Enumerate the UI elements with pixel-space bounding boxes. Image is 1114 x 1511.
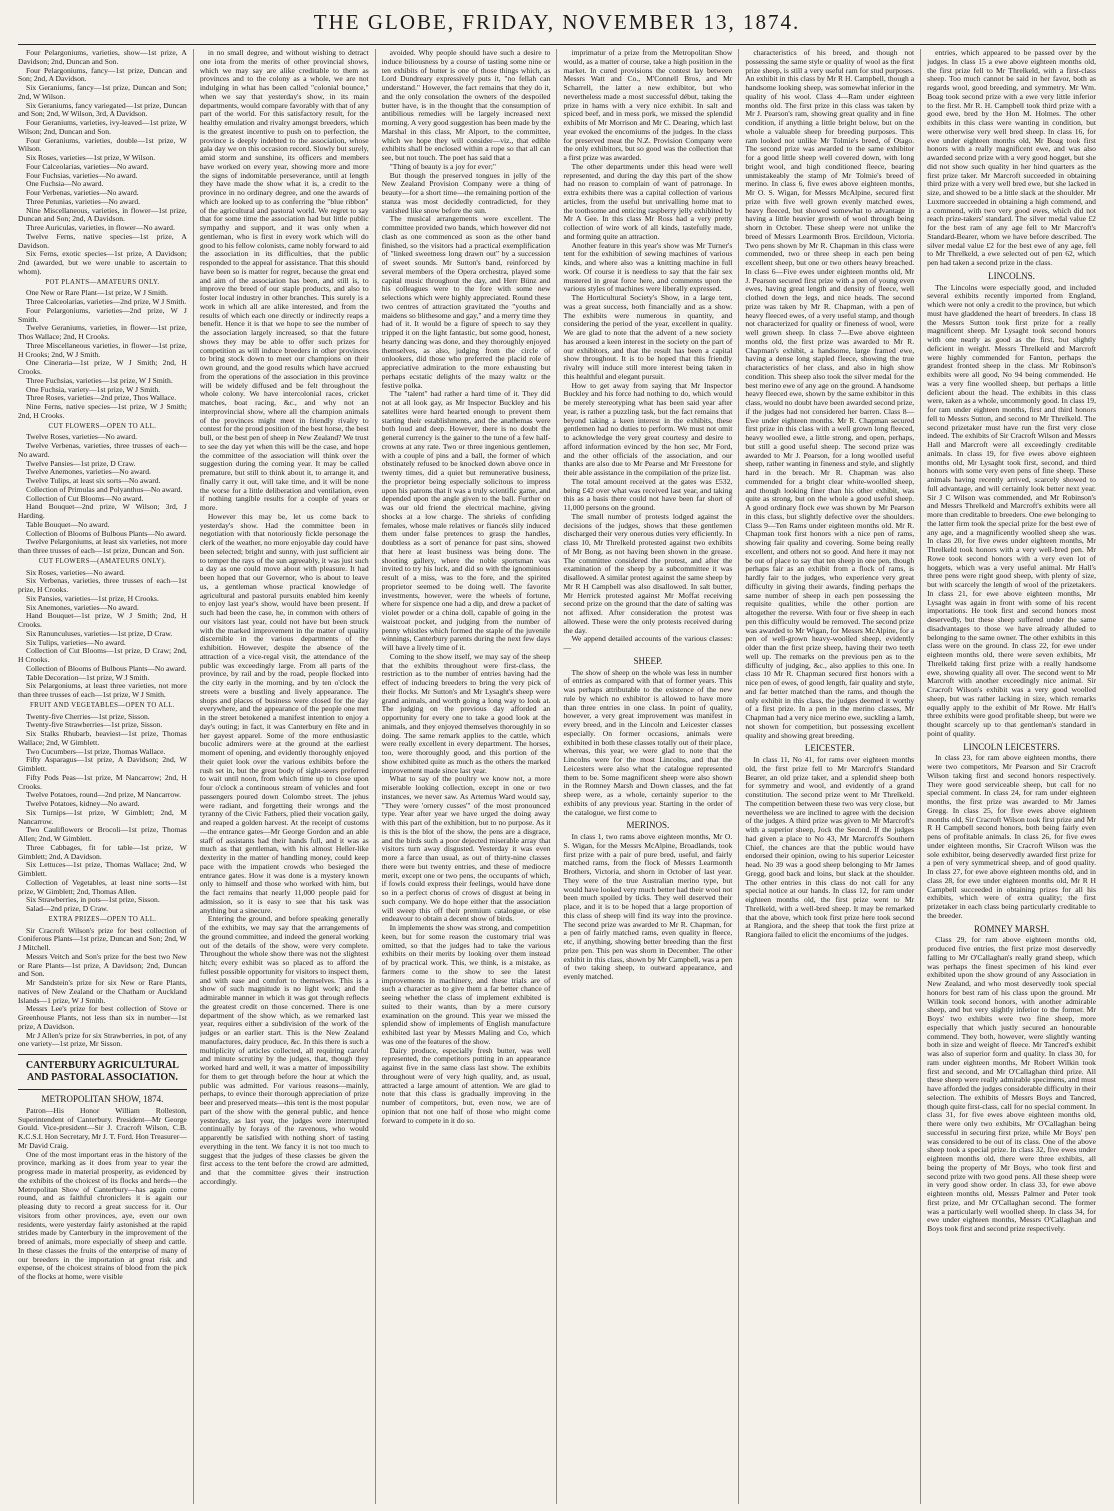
paragraph: Four Pelargoniums, varieties, show—1st prize, A Davidson; 2nd, Duncan and Son. xyxy=(18,49,187,66)
paragraph: Twelve Pansies—1st prize, D Craw. xyxy=(26,458,136,468)
paragraph: Fifty Asparagus—1st prize, A Davidson; 2nd, W Gimblett. xyxy=(18,755,187,773)
section-heading: SHEEP. xyxy=(633,655,663,666)
paragraph: Nine Ferns, native species—1st prize, W J Smith; 2nd, H Crooks. xyxy=(18,402,187,420)
paragraph: Six Anemones, varieties—No award. xyxy=(26,602,139,612)
paragraph: Patron—His Honor William Rolleston, Superintendent of Canterbury. President—Mr George Gould. Vice-president—Sir J. Cracroft Wilson, C.B. K.C.S.I. Hon Secretary, Mr J. T. Ford. Hon Treasurer—Mr David Craig. xyxy=(18,1105,187,1150)
paragraph: entries, which appeared to be passed over by the judges. In class 15 a ewe above eighteen months old, the first prize fell to Mr Threlkeld, with a first-class sheep. Too much cannot be said in her favor, both as regards wool, good breeding, and symmetry. Mr Wm. Boag took second prize with a ewe very little inferior to the first. Mr R. H. Campbell took third prize with a good ewe, bred by the Hon M. Holmes. The other exhibits in this class were wanting in condition, but were otherwise very well bred sheep. In class 16, for ewe under eighteen months old, Mr Boag took first honors with a really magnificent ewe, and was also awarded second prize with a very good hogget, but she did not show such quality in her hind quarters as the first prize taker. Mr Marcroft succeeded in obtaining third prize with a very well bred ewe, but she lacked in size, and showed to be a little slack at the shoulder. Mr Luxmore succeeded in obtaining a high commend, and a commend, with two very good ewes, which did not reach prize-takers' standard. The silver medal value £2 for the best ram of any age fell to Mr Marcroft's Standard-Bearer, whom we have before described. The silver medal value £2 for the best ewe of any age, fell to Mr Threlkeld, a ewe selected out of pen 62, which pen had taken a second prize in the class. xyxy=(927,49,1096,267)
paragraph: Six Geraniums, fancy—1st prize, Duncan and Son; 2nd, W Wilson. xyxy=(18,83,187,101)
paragraph: Six Tulips, varieties—No award. xyxy=(26,637,126,647)
paragraph: in no small degree, and without wishing to detract one iota from the merits of other provincial shows, which we may say are alike creditable to them as provinces and to the colony as a whole, we are not indulging in what has been called "colonial bounce," when we say that yesterday's show, in its main departments, would compare favorably with that of any part of the world. For this satisfactory result, for the healthy emulation and rivalry amongst breeders, which is the greatest incentive to push on to perfection, the province is deeply indebted to the association, whose gala day we on this occasion record. Slowly but surely, amid storm and sunshine, its officers and members have worked on every year, showing more and more the signs of indomitable perseverance, until at length they have made the show what it is, a credit to the province in no ordinary degree, and one the awards of which are looked up to as conferring the "blue ribbon" of the agricultural and pastoral world. We regret to say that for some time the association had but little public sympathy and support, and it was only when a gentleman, who is first in every work which will do good to his fellow colonists, came nobly forward to aid the association in its difficulties, that the public responded to the appeal for assistance. That this should have been so is matter for regret, because the great end and aim of the association has been, and still is, to improve the breed of our staple products, and also to foster local industry in other branches. This surely is a work in which all are alike interested, and from the results of which each one directly or indirectly reaps a benefit. Hence it is that we hope to see the number of the association largely increased, so that the future shows they may be able to offer such prizes for competition as will induce breeders in other provinces to bring stock down to meet our champions on their own ground, and the good results which have accrued from the operations of the association in this province will be widely diffused and be felt throughout the whole colony. We have intercolonial races, cricket matches, boat racing, &c., and why not an interprovincial show, where all the champion animals of the provinces might meet in friendly rivalry to contest for the proud position of the best horse, the best bull, or the best pen of sheep in New Zealand? We trust to see the day yet when this will be the case, and hope the committee of the association will think over the suggestion during the coming year. It may be called premature, but still to think about it, to arrange it, and finally carry it out, will take time, and it will be none the worse for a little deliberation and ventilation, even if nothing tangible results for a couple of years or more. xyxy=(199,49,369,512)
section-heading: POT PLANTS—AMATEURS ONLY. xyxy=(45,278,160,286)
article-headline: CANTERBURY AGRICULTURAL AND PASTORAL ASSOCIATION. xyxy=(25,1060,179,1083)
paragraph: The musical arrangements were excellent. The committee provided two bands, which however did not clash as one commenced as soon as the other band finished, so the visitors had a practical exemplification of "linked sweetness long drawn out" by a succession of sweet sounds. Mr Sutton's band, reinforced by several members of the Opera orchestra, played some capital music throughout the day, and Herr Bünz and his colleagues were to the fore with some new selections which were highly appreciated. Round these two centres of attraction gravitated the "youths and maidens so blithesome and gay," and a merry time they had of it. It would be a figure of speech to say they tripped it on the light fantastic, but some good, honest, hearty dancing was done, and they thoroughly enjoyed themselves, as also, judging from the circle of onlookers, did those who preferred the placid role of appreciative admiration to the more exhausting but perhaps ecstatic delights of the mazy waltz or the festive polka. xyxy=(381,214,551,390)
paragraph: Six Pansies, varieties—1st prize, H Crooks. xyxy=(26,593,159,603)
paragraph: Dairy produce, especially fresh butter, was well represented, the competitors putting in an appearance against five in the same class last show. The exhibits throughout were of very high quality, and, as usual, attracted a large amount of attention. We are glad to note that this class is gradually improving in the number of competitors, but, even now, we are of opinion that not one half of those who might come forward to compete in it do so. xyxy=(381,1045,551,1125)
paragraph: The total amount received at the gates was £532, being £42 over what was received last year, and taking this as a basis there could not have been far short of 11,000 persons on the ground. xyxy=(563,476,733,512)
paragraph: Twenty-five Cherries—1st prize, Sisson. xyxy=(26,711,150,721)
section-heading: LINCOLNS. xyxy=(988,270,1035,281)
section-heading: FRUIT AND VEGETABLES—OPEN TO ALL. xyxy=(29,701,175,709)
column-6 xyxy=(927,49,1096,1504)
paragraph: Twenty-five Strawberries—1st prize, Sisson. xyxy=(26,720,163,730)
paragraph: Class 29, for ram above eighteen months old, produced five entries, the first prize most deservedly falling to Mr O'Callaghan's really grand sheep, which was perhaps the finest specimen of his kind ever exhibited upon the show ground of any Association in New Zealand, and who most deservedly took special honors for best ram of his class upon the ground. Mr Wilkin took second honors, with another admirable sheep, and but very slightly inferior to the former. Mr Boys' two exhibits were two fine sheep, more especially that which justly secured an honourable commend. They both, however, were slightly wanting both in size and weight of fleece. Mr Tancred's exhibit was also of superior form and quality. In class 30, for ram under eighteen months, Mr Robert Wilkin took first and second, and Mr O'Callaghan third prize. All these sheep were really admirable specimens, and must have afforded the judges considerable difficulty in their selection. The exhibits of Messrs Boys and Tancred, though quite first-class, call for no special comment. In class 31, for five ewes above eighteen months old, there were only two exhibits, Mr O'Callaghan being successful in securing first prize, while Mr Boys' pen was considered to be out of its class. One of the above sheep took a special prize. In class 32, five ewes under eighteen months old, there were three exhibits, all being the property of Mr Boys, who took first and second prize with two good pens. All these sheep were in very good show order. In class 33, for ewe above eighteen months old, Messrs Palmer and Peter took first prize, and Mr O'Callaghan second. The former was a particularly well woolled sheep. In class 34, for ewe under eighteen months, Messrs O'Callaghan and Boys took first and second prize respectively. xyxy=(927,935,1096,1233)
column-1 xyxy=(18,49,194,1504)
paragraph: Twelve Tulips, at least six sorts—No award. xyxy=(26,476,161,485)
paragraph: But though the preserved tongues in jelly of the New Zealand Provision Company were a thing of beauty—for a short time—the remaining portion of the stanza was most decidedly contradicted, for they vanished like snow before the sun. xyxy=(381,170,551,215)
section-heading: LEICESTER. xyxy=(804,743,855,754)
column-5 xyxy=(745,49,921,1504)
paragraph: Six Ferns, exotic species—1st prize, A Davidson; 2nd (awarded, but we were unable to ascertain to whom). xyxy=(18,249,187,276)
paragraph: Hand Bouquet—1st prize, W J Smith; 2nd, H Crooks. xyxy=(18,611,187,629)
paragraph: Six Pelargoniums, at least three varieties, not more than three trusses of each—1st prize, W J Smith. xyxy=(18,681,187,699)
paragraph: imprimatur of a prize from the Metropolitan Show would, as a matter of course, take a high position in the market. In cured provisions the contest lay between Messrs Watt and Co., M'Connell Bros, and Mr Scharrell, the latter a new exhibitor, but who nevertheless made a most successful début, taking the prize in hams with a very nice exhibit. In salt and spiced beef, and in mess pork, we missed the splendid exhibits of Mr Morrison and Mr C. Dearing, which last year evoked the encomiums of the judges. In the class for preserved meat the N.Z. Provision Company were the only exhibitors, but so good was the collection that a first prize was awarded. xyxy=(563,49,733,162)
paragraph: Another feature in this year's show was Mr Turner's tent for the exhibition of sewing machines of various kinds, and where also was a knitting machine in full work. Of course it is needless to say that the fair sex mustered in great force here, and comments upon the various styles of machines were liberally expressed. xyxy=(563,240,733,294)
paragraph: Four Verbenas, varieties—No award. xyxy=(26,188,139,197)
paragraph: Hand Bouquet—2nd prize, W Wilson; 3rd, J Harding. xyxy=(18,502,187,520)
paragraph: Four Pelargoniums, fancy—1st prize, Duncan and Son; 2nd, A Davidson. xyxy=(18,65,187,84)
paragraph: The other departments under this head were well represented, and during the day this part of the show had no reason to complain of want of patronage. In extra exhibits there was a capital collection of various articles, from the useful but unrivalling home mat to the toothsome and enticing raspberry jelly exhibited by Mr A Gee. In this class Mr Ross had a very pretty collection of wire work of all kinds, tastefully made, and forming quite an attraction. xyxy=(563,161,733,241)
paragraph: Twelve Pelargoniums, at least six varieties, not more than three trusses of each—1st prize, Duncan and Son. xyxy=(18,537,187,555)
paragraph: Four Pelargoniums, varieties—2nd prize, W J Smith. xyxy=(18,305,187,324)
paragraph: Six Roses, varieties—No award. xyxy=(26,567,125,577)
paragraph: Twelve Potatoes, round—2nd prize, M Nancarrow. xyxy=(26,790,182,800)
section-heading: CUT FLOWERS—(AMATEURS ONLY). xyxy=(38,557,167,565)
paragraph: Fifty Pods Peas—1st prize, M Nancarrow; 2nd, H Crooks. xyxy=(18,772,187,791)
paragraph: How to get away from saying that Mr Inspector Buckley and his force had nothing to do, which would be merely stereotyping what has been said year after year, is rather a puzzling task, but the fact remains that beyond taking a keen interest in the exhibits, these gentlemen had no duties to perform. We must not omit to acknowledge the very great courtesy and desire to afford information evinced by the hon sec, Mr Ford, and the other officials of the association, and our thanks are also due to Mr Pearse and Mr Freestone for their able assistance in the compilation of the prize list. xyxy=(563,380,733,477)
paragraph: Twelve Potatoes, kidney—No award. xyxy=(26,799,140,808)
paragraph: Table Bouquet—No award. xyxy=(26,519,110,529)
paragraph: Twelve Anemones, varieties—No award. xyxy=(26,467,151,477)
paragraph: Six Verbenas, varieties, three trusses of each—1st prize, H Crooks. xyxy=(18,576,187,594)
paragraph: Four Geraniums, varieties, double—1st prize, W Wilson. xyxy=(18,135,187,154)
paragraph: The "talent" had rather a hard time of it. They did not at all look gay, as Mr Inspector Buckley and his satellites were hard hearted enough to prevent them starting their establishments, and the anathemas were both loud and deep. However, there is no doubt the general currency is the gainer to the tune of a few half-crowns at any rate. Two or three ingenious gentlemen, with a couple of pins and a ball, the former of which obstinately refused to be knocked down above once in twenty times, did a quiet but remunerative business, the proprietor being especially solicitous to impress upon his patrons that it was a truly scientific game, and depended upon the angle given to the ball. Further on was our old friend the electrical machine, giving shocks at a low charge. The shrieks of confiding females, whose male relatives or fiancés slily induced them under false pretences to grasp the handles, doubtless as a sort of penance for past sins, showed that here at least business was being done. The shooting gallery, where the noble sportsman was invited to try his luck, and did so with the ignominious result of a miss, was to the fore, and the spirited proprietor seemed to be doing well. The favorite investments, however, were the wheels of fortune, where for sixpence one had a dip, and drew a packet of violet powder or a china doll, capable of going in the waistcoat pocket, and judging from the number of penny whistles which formed the staple of the juvenile winnings, Canterbury parents during the next few days will have a lively time of it. xyxy=(381,389,551,652)
paragraph: One Fuchsia, variety—1st prize, W J Smith. xyxy=(26,384,161,394)
paragraph: Collection of Cut Blooms—1st prize, D Craw; 2nd, H Crooks. xyxy=(18,646,187,664)
paragraph: Twelve Geraniums, varieties, in flower—1st prize, Thos Wallace; 2nd, H Crooks. xyxy=(18,323,187,341)
paragraph: Collection of Cut Blooms—No award. xyxy=(26,493,144,503)
section-heading: MERINOS. xyxy=(626,820,670,831)
paragraph: Four Geraniums, varieties, ivy-leaved—1st prize, W Wilson; 2nd, Duncan and Son. xyxy=(18,118,187,136)
paragraph: Three Cabbages, fit for table—1st prize, W Gimblett; 2nd, A Davidson. xyxy=(18,842,187,861)
paragraph: "Thing of beauty is a joy for ever;" xyxy=(389,161,497,171)
paragraph: Coming to the show itself, we may say of the sheep that the exhibits throughout were first-class, the restriction as to the number of entries having had the effect of inducing breeders to bring the very pick of their flocks. Mr Sutton's and Mr Lysaght's sheep were grand animals, and worth going a long way to look at. The judging on the previous day afforded an opportunity for every one to take a good look at the animals, and they enjoyed themselves thoroughly in so doing. The same remark applies to the cattle, which were really excellent in every department. The horses, too, were thoroughly good, and this portion of the show exhibited quite as much as the others the marked improvement made since last year. xyxy=(381,651,551,775)
paragraph: However this may be, let us come back to yesterday's show. Had the committee been in negotiation with that notoriously fickle personage the clerk of the weather, no more enjoyable day could have been selected; bright and sunny, with just sufficient air to temper the rays of the sun agreeably, it was just such a day as one could move about with pleasure. It had been hoped that our Governor, who is about to leave us, a gentleman whose practical knowledge of agricultural and pastoral pursuits enabled him keenly to enjoy last year's show, would have been present. If such had been the case, he, in common with others of our visitors last year, could not have but been struck with the marked improvement in the matter of quality discernible in the various departments of the exhibition. However, despite the absence of the attraction of a vice-regal visit, the attendance of the public was exceedingly large. From all parts of the province, by rail and by the road, people flocked into the city early in the morning, and by ten o'clock the streets were a bustling and lively appearance. The shops and places of business were closed for the day everywhere, and the appearance of the people one met in the street betokened a manifest intention to enjoy a day's outing; in fact, it was Canterbury en fête and in her gayest apparel. Some of the more enthusiastic bucolic admirers were at the ground at the earliest moment of opening, and evidently thoroughly enjoyed their quiet look over the various exhibits before the rush set in, but the great body of sight-seers preferred to wait until noon, from which time up to close upon four o'clock a continuous stream of vehicles and foot passengers poured down Colombo street. The jehus were radiant, and forgetting their wrongs and the tyranny of the Civic Fathers, plied their vocation gaily, and reaped a golden harvest. At the receipt of customs—the entrance gates—Mr George Gordon and an able staff of assistants had their hands full, and it was as much as that gentleman, with his almost Heller-like dexterity in the matter of handling money, could keep pace with the impatient crowds who besieged the entrance gates. How it was done is a mystery known only to himself and those who worked with him, but the fact remains that nearly 11,000 people paid for admission, so it is easy to see that his task was anything but a sinecure. xyxy=(199,511,369,915)
paragraph: Mr J Allen's prize for six Strawberries, in pot, of any one variety—1st prize, Mr Sisson. xyxy=(18,1030,187,1049)
paragraph: Six Roses, varieties—1st prize, W Wilson. xyxy=(26,153,156,162)
paragraph: Mr Sandstein's prize for six New or Rare Plants, natives of New Zealand or the Chatham or Auckland Islands—1 prize, W J Smith. xyxy=(18,978,187,1005)
paragraph: Three Petunias, varieties—No award. xyxy=(26,196,141,206)
paragraph: In class 1, two rams above eighteen months, Mr O. S. Wigan, for the Messrs McAlpine, Broadlands, took first prize with a pair of pure bred, useful, and fairly matched rams, from the flock of Messrs Learmonth Brothers, Victoria, and shorn in October of last year. They were of the true Australian merino type, but would have looked very much better had their wool not been much spoiled by ticks. They well deserved their place, and it is to be hoped that a large proportion of this class of sheep will find its way into the province. The second prize was awarded to Mr R. Chapman, for a pen of fairly matched rams, even quality in fleece, etc, if anything, showing better breeding than the first prize pen. This pen was shorn in December. The other exhibit in this class, shown by Mr Campbell, was a pen of two taking sheep, to outward appearance, and evenly matched. xyxy=(563,832,733,981)
column-4 xyxy=(563,49,739,1504)
paragraph: The small number of protests lodged against the decisions of the judges, shows that these gentlemen discharged their very onerous duties very efficiently. In class 10, Mr Threlkeld protested against two exhibits of Mr Bong, as not having been shown in the grease. The committee considered the protest, and after the examination of the sheep by a subcommittee it was disallowed. A similar protest against the same sheep by Mr R H Campbell was also disallowed. In salt butter, Mr Herrick protested against Mr Moffat receiving second prize on the ground that the date of salting was not affixed. After consideration the protest was allowed. These were the only protests received during the day. xyxy=(563,511,733,635)
paragraph: characteristics of his breed, and though not possessing the same style or quality of wool as the first prize sheep, is still a very useful ram for stud purposes. An exhibit in this class by Mr R H. Campbell, though a handsome looking sheep, was somewhat inferior in the quality of his wool. Class 4—Ram under eighteen months old. The first prize in this class was taken by Mr J. Pearson's ram, showing great quality and in fine condition, if anything a little bright below, but on the whole a valuable sheep for breeding purposes. This ram looked not unlike Mr Tolmie's breed, of Otago. The second prize was awarded to the same exhibitor for a good little sheep well covered down, with long bright wool, and high conditioned fleece, bearing unmistakeably the stamp of Mr Tolmie's breed of merino. In class 6, five ewes above eighteen months, Mr O. S. Wigan, for Messrs McAlpine, secured first prize with five well grown evenly matched ewes, heavy fleeced, but showed somewhat to advantage in having a little heavier growth of wool through being shorn in October. These sheep were not unlike the breed of Messrs Learmonth Bros. Ercildoun, Victoria. Two pens shown by Mr R. Chapman in this class were commended, two or three sheep in each pen being excellent sheep, but one or two others heavy breached. In class 6—Five ewes under eighteen months old, Mr J. Pearson secured first prize with a pen of young even ewes, having great length and density of fleece, well clothed down the legs, and nice heads. The second prize was taken by Mr R. Chapman, with a pen of heavy fleeced ewes, of a very useful stamp, and though not characterized for quality or fineness of wool, were well grown sheep. In class 7—Ewe above eighteen months old, the first prize was awarded to Mr R. Chapman's exhibit, a handsome, large framed ewe, having a dense long stapled fleece, showing the true characteristics of her class, and also in high show condition. This sheep also took the silver medal for the best merino ewe of any age on the ground. A handsome heavy fleeced ewe, shown by the same exhibitor in this class, would no doubt have been awarded second prize, if the judges had not considered her barren. Class 8—Ewe under eighteen months. Mr R. Chapman secured first prize in this class with a well grown long fleeced, heavy woolled ewe, a little strong, and open, perhaps, but still a good useful sheep. The second prize was awarded to Mr J. Pearson, for a long woolled useful sheep, rather wanting in fineness and style, and slightly hard in the breach. Mr R. Chapman was also commended for a bright clear white-woolled sheep, and though looking finer than his other exhibit, was quite as strong, but on the whole a good useful sheep. A good ordinary flock ewe was shown by Mr Pearson in this class, but slightly defective over the shoulders. Class 9—Ten Rams under eighteen months old. Mr R. Chapman took first honors with a nice pen of rams, showing fair quality and covering. Some being really excellent, and others not so good. And here it may not be out of place to say that ten sheep in one pen, though perhaps fair as an exhibit from a flock of rams, is hardly fair to the judges, who experience very great difficulty in giving their awards, finding perhaps the same number of sheep in each pen possessing the requisite qualities, while the other portion are altogether the reverse. With four or five sheep in each pen this difficulty would be removed. The second prize was awarded to Mr Wigan, for Messrs McAlpine, for a pen of well-grown heavy-woolled sheep, evidently older than the first prize sheep, having their two teeth well up. The remarks on the previous pen as to the difficulty of judging, &c., also applies to this one. In class 10 Mr R. Chapman secured first honors with a nice pen of ewes, of good length, fair quality and style, and far better matched than the rams, and though the only exhibit in this class, the judges deemed it worthy of a first prize. In a pen in the merino classes, Mr Chapman had a very nice merino ewe, suckling a lamb, not shown for competition, but possessing excellent quality and showing great breeding. xyxy=(745,49,915,740)
section-heading: CUT FLOWERS—OPEN TO ALL. xyxy=(48,422,157,430)
section-heading: LINCOLN LEICESTERS. xyxy=(963,741,1060,752)
paragraph: What to say of the poultry we know not, a more miserable looking collection, except in one or two instances, we never saw. As Artemus Ward would say, "They were 'ornery cusses'" of the most pronounced type. Year after year we have urged the doing away with this part of the exhibition, but to no purpose. As it is this is the blot of the show, the pens are a disgrace, and the birds such a poor dejected miserable array that visitors turn away disgusted. Yesterday it was even more a farce than usual, as out of thirty-nine classes there were but twenty entries, and these of mediocre merit, except one or two pens, the occupants of which, if fowls could express their feelings, would have done so in a perfect chorus of crows of disgust at being in such company. We do hope either that the association will sweep this off their premium catalogue, or else endeavour to obtain a decent show of birds. xyxy=(381,774,551,924)
paragraph: Four Fuchsias, varieties—No award. xyxy=(26,170,138,180)
section-heading: EXTRA PRIZES—OPEN TO ALL. xyxy=(48,915,157,923)
paragraph: Two Cucumbers—1st prize, Thomas Wallace. xyxy=(26,746,166,756)
paragraph: Six Lettuces—1st prize, Thomas Wallace; 2nd, W Gimblett. xyxy=(18,860,187,878)
paragraph: One Fuchsia—No award. xyxy=(26,179,104,189)
paragraph: Twelve Roses, varieties—No award. xyxy=(26,432,138,442)
paragraph: Six Ranunculuses, varieties—1st prize, D Craw. xyxy=(26,628,173,638)
paragraph: Salad—2nd prize, D Craw. xyxy=(26,904,108,913)
paragraph: Six Turnips—1st prize, W Gimblett; 2nd, M Nancarrow. xyxy=(18,807,187,826)
paragraph: Nine Miscellaneous, varieties, in flower—1st prize, Duncan and Son; 2nd, A Davidson. xyxy=(18,205,187,224)
paragraph: The Lincolns were especially good, and included several exhibits recently imported from England, which were not only a credit to the province, but which must have gladdened the heart of breeders. In class 18 the Messrs Sutton took first prize for a really magnificent sheep. Mr Lysaght took second honors with one nearly as good as the first, but slightly deficient in weight. Messrs Threlkeld and Marcroft were highly commended for Fanton, perhaps the grandest fronted sheep in the class. Mr Robinson's exhibits were all good, No 94 being commended. He was a very fine woolled sheep, but perhaps a little deficient about the head. The exhibits in this class were, taken as a whole, uncommonly good. In class 19, for ram under eighteen months, first and third honors fell to Messrs Sutton, and second to Mr Threlkeld. The second prizetaker must have run the first very close indeed. The exhibits of Sir Cracroft Wilson and Messrs Hall and Marcroft were all exceedingly creditable animals. In class 19, for five ewes above eighteen months old, Mr Lysaght took first, second, and third honors with some very even pens of fine sheep. These animals having recently arrived, scarcely showed to full advantage, and will certainly look better next year. Sir J C Wilson was commended, and Mr Robinson's and Messrs Threlkeld and Marcroft's exhibits were all more than creditable to breeders. One ewe belonging to the latter firm took the special prize for the best ewe of any age, and a magnificently woolled sheep she was. In class 20, for five ewes under eighteen months, Mr Threlkeld took honors with a very well-bred pen. Mr Rowe took second honors with a very even lot of hoggets, which was a very useful animal. Mr Hall's three pens were right good sheep, with plenty of size, but with scarcely the length of wool of the prizetakers. In class 21, for ewe above eighteen months, Mr Lysaght was again in front with some of his recent importations. He took first and second honors most deservedly, but these sheep suffered under the same disadvantages to those we have already alluded to belonging to the same owner. The other exhibits in this class were on the ground. In class 22, for ewe under eighteen months old, there were seven exhibits, Mr Threlkeld taking first prize with a really handsome ewe, showing quality all over. The second went to Mr Marcroft with another exceedingly nice animal. Sir Cracroft Wilson's exhibit was a very good woolled sheep, but was rather lacking in size, which remarks equally apply to the exhibit of Mr Rowe. Mr Hall's three exhibits were good profitable sheep, but were we thought scarcely up to that gentleman's standard in point of quality. xyxy=(927,282,1096,738)
rule xyxy=(18,1054,187,1055)
column-3 xyxy=(382,49,558,1504)
paragraph: In class 11, No 41, for rams over eighteen months old, the first prize fell to Mr Marcroft's Standard Bearer, an old prize taker, and a splendid sheep both for symmetry and wool, and evidently of a grand constitution. The second prize went to Mr Threlkeld. The competition between these two was very close, but nevertheless we are inclined to agree with the decision of the judges. A third prize was given to Mr Marcroft's with a superior sheep, Jock the Second. If the judges had given a place to No 43, Mr Marcroft's Southern Chief, the chances are that the public would have endorsed their opinion, owing to his superior Leicester head. No 39 was a good sheep belonging to Mr James Gregg, good back and loins, but slack at the shoulder. The other entries in this class do not call for any special notice at our hands. In class 12, for ram under eighteen months old, the first prize went to Mr Threlkeld, with a well-bred sheep. It may be remarked that the above, which took first prize here took second at Rangiora, and the sheep that took the first prize at Rangiora failed to elicit the encomiums of the judges. xyxy=(745,755,915,939)
paragraph: Three Fuchsias, varieties—1st prize, W J Smith. xyxy=(26,375,173,385)
paragraph: Three Calceolarias, varieties—2nd prize, W J Smith. xyxy=(26,297,187,306)
masthead: THE GLOBE, FRIDAY, NOVEMBER 13, 1874. xyxy=(18,0,1096,45)
section-heading: ROMNEY MARSH. xyxy=(973,923,1050,934)
paragraph: Messrs Veitch and Son's prize for the best two New or Rare Plants—1st prize, A Davidson; 2nd, Duncan and Son. xyxy=(18,951,187,979)
paragraph: Four Calceolarias, varieties—No award. xyxy=(26,161,149,171)
paragraph: The show of sheep on the whole was less in number of entries as compared with that of former years. This was perhaps attributable to the existence of the new rule by which no exhibitor is allowed to have more than three entries in one class. In point of quality, however, a very great improvement was manifest in every breed, and in the Lincoln and Leicester classes especially. On former occasions, animals were exhibited in both these classes totally out of their place, whereas, this year, we were glad to note that the Lincolns were for the most Lincolns, and that the Leicesters were also what the catalogue represented them to be. Some magnificent sheep were also shown in the Romney Marsh and Down classes, and the fat sheep were, as a whole, certainly superior to the exhibits of any previous year. Starting in the order of the catalogue, we first come to xyxy=(563,667,733,817)
rule xyxy=(18,1089,187,1090)
section-heading: METROPOLITAN SHOW, 1874. xyxy=(41,1094,164,1104)
paragraph: We append detailed accounts of the various classes:— xyxy=(563,634,733,652)
paragraph: Entering the ground, and before speaking generally of the exhibits, we may say that the arrangements of the ground committee, and indeed the general working out of the details of the show, were very complete. Throughout the whole show there was not the slightest hitch; every exhibit was so placed as to afford the fullest possible opportunity for visitors to inspect them, and with ease and comfort to themselves. This is a show of such magnitude is no light work; and the admirable manner in which it was got through reflects the greatest credit on those concerned. There is one department of the show which, as we remarked last year, requires either a subdivision of the work of the judges or an earlier start. This is the New Zealand manufactures, dairy produce, &c. In this there is such a multiplicity of articles collected, all requiring careful and minute scrutiny by the judges, that, though they worked hard and well, it was a matter of impossibility for them to get through before the hour at which the public was admitted. For various reasons—mainly, perhaps, to evince their thorough appreciation of prize beer and preserved meats—this tent is the most popular part of the show with the general public, and hence yesterday, as last year, the judges were interrupted continually by forays of the ravenous, who would apparently be satisfied with nothing short of tasting everything in the tent. We fancy it is not too much to suggest that the judges of these classes be given the first access to the tent before the crowd are admitted, and that the committee gives their instruction accordingly. xyxy=(199,914,369,1186)
paragraph: Sir Cracroft Wilson's prize for best collection of Coniferous Plants—1st prize, Duncan and Son; 2nd, W J Mitchell. xyxy=(18,925,187,952)
paragraph: One New or Rare Plant—1st prize, W J Smith. xyxy=(26,288,168,298)
paragraph: One Cineraria—1st prize, W J Smith; 2nd, H Crooks. xyxy=(18,358,187,376)
paragraph: One of the most important eras in the history of the province, marking as it does from year to year the progress made in material prosperity, as evidenced by the exhibits of the choicest of its flocks and herds—the Metropolitan Show of Canterbury—has again come round, and as faithful chroniclers it is again our pleasing duty to record a great success for it. Our visitors from other provinces, aye, even our own residents, were yesterday fairly astonished at the rapid strides made by Canterbury in the improvement of the breed of animals, more especially of sheep and cattle. In these classes the fruits of the enterprise of many of our breeders in the importation at great risk and expense, of the choicest strains of blood from the pick of the flocks at home, were visible xyxy=(18,1149,187,1281)
paragraph: avoided. Why people should have such a desire to induce biliousness by a course of tasting some nine or ten exhibits of butter is one of those things which, as Lord Dundreary expressively puts it, "no fellah can understand." However, the fact remains that they do it, and the only consolation the owners of the despoiled butter have, is in the thought that the consumption of antibilious remedies will be largely increased next morning. A very good suggestion has been made by the Marshal in this class, Mr Alport, to the committee, which we hope they will consider—viz., that edible exhibits shall be enclosed within a rope so that all can see, but not touch. The poet has said that a xyxy=(381,49,551,162)
paragraph: In class 23, for ram above eighteen months, there were two competitors, Mr Pearson and Sir Cracroft Wilson taking first and second honors respectively. They were good serviceable sheep, but call for no special comment. In class 24, for ram under eighteen months, the first prize was awarded to Mr James Gregg. In class 25, for five ewes above eighteen months old, Sir Cracroft Wilson took first prize and Mr R H Campbell second honors, both being fairly even pens of profitable animals. In class 26, for five ewes under eighteen months, Sir Cracroft Wilson was the sole exhibitor, being deservedly awarded first prize for a pen of very symmetrical sheep, and of good quality. In class 27, for ewe above eighteen months old, and in class 28, for ewe under eighteen months old, Mr R H Campbell succeeded in obtaining prizes for all his exhibits, which were of extra quality; the first prizetaker in each class being particularly creditable to the breeder. xyxy=(927,753,1096,920)
paragraph: The Horticultural Society's Show, in a large tent, was a great success, both financially and as a show. The exhibits were numerous in quantity, and considering the period of the year, excellent in quality. We are glad to note that the advent of a new society has aroused a keen interest in the society on the part of our exhibitors, and that the result has been a capital show throughout. It is to be hoped that this friendly rivalry will induce still more interest being taken in this healthful and elegant pursuit. xyxy=(563,293,733,381)
paragraph: Messrs Lee's prize for best collection of Stove or Greenhouse Plants, not less than six in number—1st prize, A Davidson. xyxy=(18,1004,187,1031)
paragraph: Three Roses, varieties—2nd prize, Thos Wallace. xyxy=(26,393,177,403)
paragraph: Collection of Vegetables, at least nine sorts—1st prize, W Gimblett; 2nd, Thomas Allen. xyxy=(18,877,187,896)
paragraph: Three Auriculas, varieties, in flower—No award. xyxy=(26,223,175,232)
paragraph: Six Strawberries, in pots—1st prize, Sisson. xyxy=(26,895,160,905)
paragraph: Collection of Blooms of Bulbous Plants—No award. xyxy=(26,663,187,673)
paragraph: Collection of Blooms of Bulbous Plants—No award. xyxy=(26,528,187,538)
paragraph: Six Geraniums, fancy variegated—1st prize, Duncan and Son; 2nd, W Wilson, 3rd, A Davidson. xyxy=(18,100,187,119)
paragraph: Six Stalks Rhubarb, heaviest—1st prize, Thomas Wallace; 2nd, W Gimblett. xyxy=(18,729,187,747)
paragraph: Twelve Verbenas, varieties, three trusses of each—No award. xyxy=(18,441,187,459)
columns xyxy=(18,45,1096,1504)
paragraph: Collection of Primulas and Polyanthus—No award. xyxy=(26,484,183,494)
paragraph: In implements the show was strong, and competition keen, but for some reason the customary trial was omitted, so that the judges had to take the various exhibits on their merits by looking over them instead of by practical work. This, we think, is a mistake, as farmers come to the show to see the latest improvements in machinery, and these trials are of such a character as to give them a far better chance of seeing whether the class of implement exhibited is suited to their wants, than by a mere cursory examination on the ground. This year we missed the splendid show of implements of English manufacture exhibited last year by Messrs Maling and Co, which was one of the features of the show. xyxy=(381,923,551,1046)
paragraph: Twelve Ferns, native species—1st prize, A Davidson. xyxy=(18,231,187,250)
paragraph: Two Cauliflowers or Brocoli—1st prize, Thomas Allen; 2nd, W Gimblett. xyxy=(18,825,187,843)
paragraph: Three Miscellaneous varieties, in flower—1st prize, H Crooks; 2nd, W J Smith. xyxy=(18,340,187,359)
paragraph: Table Decoration—1st prize, W J Smith. xyxy=(26,672,150,682)
column-2 xyxy=(200,49,376,1504)
